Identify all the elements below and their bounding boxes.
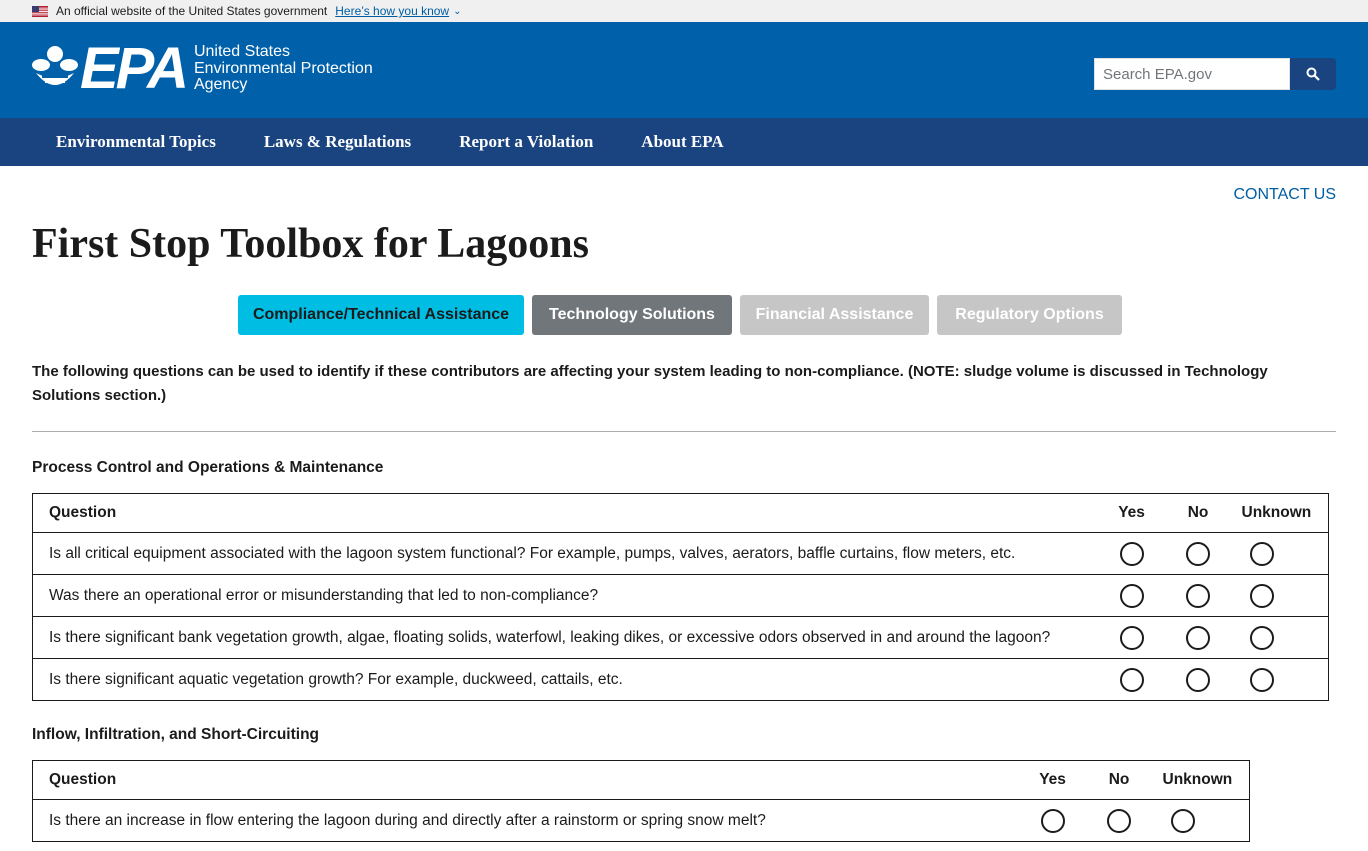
section-heading-inflow-infiltration: Inflow, Infiltration, and Short-Circuiting bbox=[32, 726, 320, 743]
radio-unknown[interactable] bbox=[1250, 584, 1274, 608]
epa-logo-text: EPA bbox=[80, 35, 186, 101]
heres-how-you-know-link[interactable]: Here’s how you know bbox=[335, 4, 450, 18]
radio-no[interactable] bbox=[1186, 584, 1210, 608]
column-header-question: Question bbox=[33, 761, 1020, 800]
column-header-question: Question bbox=[33, 494, 1099, 533]
site-header bbox=[0, 22, 1368, 118]
process-control-table bbox=[32, 493, 1329, 701]
radio-unknown[interactable] bbox=[1250, 542, 1274, 566]
table-row bbox=[33, 659, 1329, 701]
radio-yes[interactable] bbox=[1120, 668, 1144, 692]
table-header-row bbox=[33, 761, 1250, 800]
main-nav bbox=[0, 118, 1368, 166]
tab-technology-solutions[interactable]: Technology Solutions bbox=[532, 295, 732, 335]
nav-about-epa[interactable]: About EPA bbox=[641, 132, 724, 151]
gov-banner bbox=[0, 0, 1368, 22]
search-button[interactable] bbox=[1290, 58, 1336, 90]
section-heading-process-control: Process Control and Operations & Maintenance bbox=[32, 459, 384, 476]
question-text: Is there significant bank vegetation growth, algae, floating solids, waterfowl, leaking dikes, or excessive odors observed in and around the lagoon? bbox=[33, 617, 1099, 659]
search-form bbox=[1094, 58, 1336, 90]
search-input[interactable] bbox=[1094, 58, 1290, 90]
table-row bbox=[33, 575, 1329, 617]
nav-environmental-topics[interactable]: Environmental Topics bbox=[56, 132, 216, 151]
column-header-yes: Yes bbox=[1020, 761, 1086, 800]
radio-no[interactable] bbox=[1186, 626, 1210, 650]
question-text: Was there an operational error or misunderstanding that led to non-compliance? bbox=[33, 575, 1099, 617]
epa-flower-icon bbox=[32, 45, 78, 93]
agency-line-2: Environmental Protection bbox=[193, 59, 373, 77]
chevron-down-icon[interactable]: ⌄ bbox=[453, 5, 462, 17]
radio-no[interactable] bbox=[1186, 668, 1210, 692]
intro-text: The following questions can be used to identify if these contributors are affecting your system leading to non-compliance. (NOTE: sludge volume is discussed in Technology Solutions section.) bbox=[32, 363, 1268, 404]
nav-report-violation[interactable]: Report a Violation bbox=[459, 132, 594, 151]
radio-yes[interactable] bbox=[1041, 809, 1065, 833]
radio-yes[interactable] bbox=[1120, 626, 1144, 650]
radio-unknown[interactable] bbox=[1171, 809, 1195, 833]
question-text: Is there significant aquatic vegetation growth? For example, duckweed, cattails, etc. bbox=[49, 670, 623, 688]
table-header-row bbox=[33, 494, 1329, 533]
us-flag-icon bbox=[32, 6, 48, 17]
agency-line-3: Agency bbox=[193, 76, 248, 93]
column-header-no: No bbox=[1086, 761, 1153, 800]
column-header-yes: Yes bbox=[1099, 494, 1165, 533]
column-header-no: No bbox=[1165, 494, 1232, 533]
toolbox-tabs bbox=[238, 295, 1122, 335]
agency-line-1: United States bbox=[193, 43, 291, 60]
radio-yes[interactable] bbox=[1120, 542, 1144, 566]
radio-no[interactable] bbox=[1186, 542, 1210, 566]
radio-yes[interactable] bbox=[1120, 584, 1144, 608]
tab-compliance-technical-assistance[interactable]: Compliance/Technical Assistance bbox=[238, 295, 524, 335]
tab-financial-assistance[interactable]: Financial Assistance bbox=[740, 295, 929, 335]
tab-regulatory-options[interactable]: Regulatory Options bbox=[937, 295, 1122, 335]
official-website-text: An official website of the United States government bbox=[56, 4, 328, 18]
radio-no[interactable] bbox=[1107, 809, 1131, 833]
section-divider bbox=[32, 431, 1336, 432]
search-icon bbox=[1306, 67, 1320, 81]
contact-us-link[interactable]: CONTACT US bbox=[1233, 186, 1336, 203]
page-title: First Stop Toolbox for Lagoons bbox=[32, 221, 590, 267]
table-row bbox=[33, 533, 1329, 575]
table-row bbox=[33, 800, 1250, 842]
epa-logo[interactable] bbox=[32, 35, 373, 101]
inflow-infiltration-table bbox=[32, 760, 1250, 842]
table-row bbox=[33, 617, 1329, 659]
column-header-unknown: Unknown bbox=[1232, 494, 1329, 533]
agency-name bbox=[194, 44, 373, 94]
question-text: Is there an increase in flow entering the lagoon during and directly after a rainstorm or spring snow melt? bbox=[49, 811, 766, 829]
radio-unknown[interactable] bbox=[1250, 626, 1274, 650]
question-text: Is all critical equipment associated with the lagoon system functional? For example, pumps, valves, aerators, baffle curtains, flow meters, etc. bbox=[33, 533, 1099, 575]
column-header-unknown: Unknown bbox=[1153, 761, 1250, 800]
radio-unknown[interactable] bbox=[1250, 668, 1274, 692]
nav-laws-regulations[interactable]: Laws & Regulations bbox=[263, 132, 412, 151]
